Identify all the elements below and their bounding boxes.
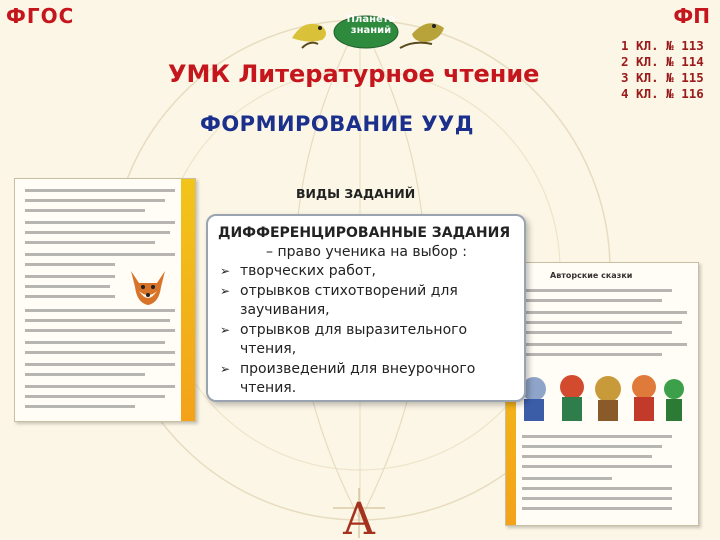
list-item-text: отрывков стихотворений для заучивания, bbox=[240, 282, 458, 318]
grades-list bbox=[621, 38, 704, 102]
fgos-label: ФГОС bbox=[6, 4, 75, 28]
list-item-text: творческих работ, bbox=[240, 263, 377, 279]
letter-a-emblem bbox=[333, 488, 385, 538]
page-color-strip bbox=[181, 179, 195, 421]
list-item-text: отрывков для выразительного чтения, bbox=[240, 321, 468, 357]
card-title: ДИФФЕРЕНЦИРОВАННЫЕ ЗАДАНИЯ bbox=[218, 225, 511, 241]
list-item bbox=[220, 360, 510, 399]
arrow-bullet-icon: ➢ bbox=[220, 361, 231, 376]
list-item bbox=[220, 282, 510, 321]
fairy-tale-characters-illustration bbox=[516, 363, 688, 425]
list-item-text: произведений для внеурочного чтения. bbox=[240, 360, 476, 396]
fp-label: ФП bbox=[673, 4, 710, 28]
section-subtitle: ФОРМИРОВАНИЕ УУД bbox=[200, 112, 474, 136]
list-item bbox=[220, 321, 510, 360]
logo-text-line1: Планета bbox=[346, 14, 396, 25]
logo-text bbox=[340, 14, 402, 36]
tasks-list bbox=[220, 262, 510, 399]
fox-illustration bbox=[125, 265, 171, 309]
page-title: УМК Литературное чтение bbox=[168, 60, 540, 88]
grade-2: 2 КЛ. № 114 bbox=[621, 54, 704, 69]
logo-text-line2: знаний bbox=[350, 25, 392, 36]
grade-1: 1 КЛ. № 113 bbox=[621, 38, 704, 53]
textbook-page-left bbox=[14, 178, 196, 422]
textbook-page-right bbox=[505, 262, 699, 526]
svg-text:A: A bbox=[343, 494, 375, 538]
grade-3: 3 КЛ. № 115 bbox=[621, 70, 704, 85]
differentiated-tasks-card bbox=[206, 214, 526, 402]
grade-4: 4 КЛ. № 116 bbox=[621, 86, 704, 101]
card-subtitle: – право ученика на выбор : bbox=[266, 244, 467, 260]
arrow-bullet-icon: ➢ bbox=[220, 322, 231, 337]
right-page-header: Авторские сказки bbox=[550, 271, 633, 280]
arrow-bullet-icon: ➢ bbox=[220, 264, 231, 278]
list-item bbox=[220, 262, 510, 282]
task-types-label: ВИДЫ ЗАДАНИЙ bbox=[296, 186, 416, 201]
arrow-bullet-icon: ➢ bbox=[220, 283, 231, 298]
